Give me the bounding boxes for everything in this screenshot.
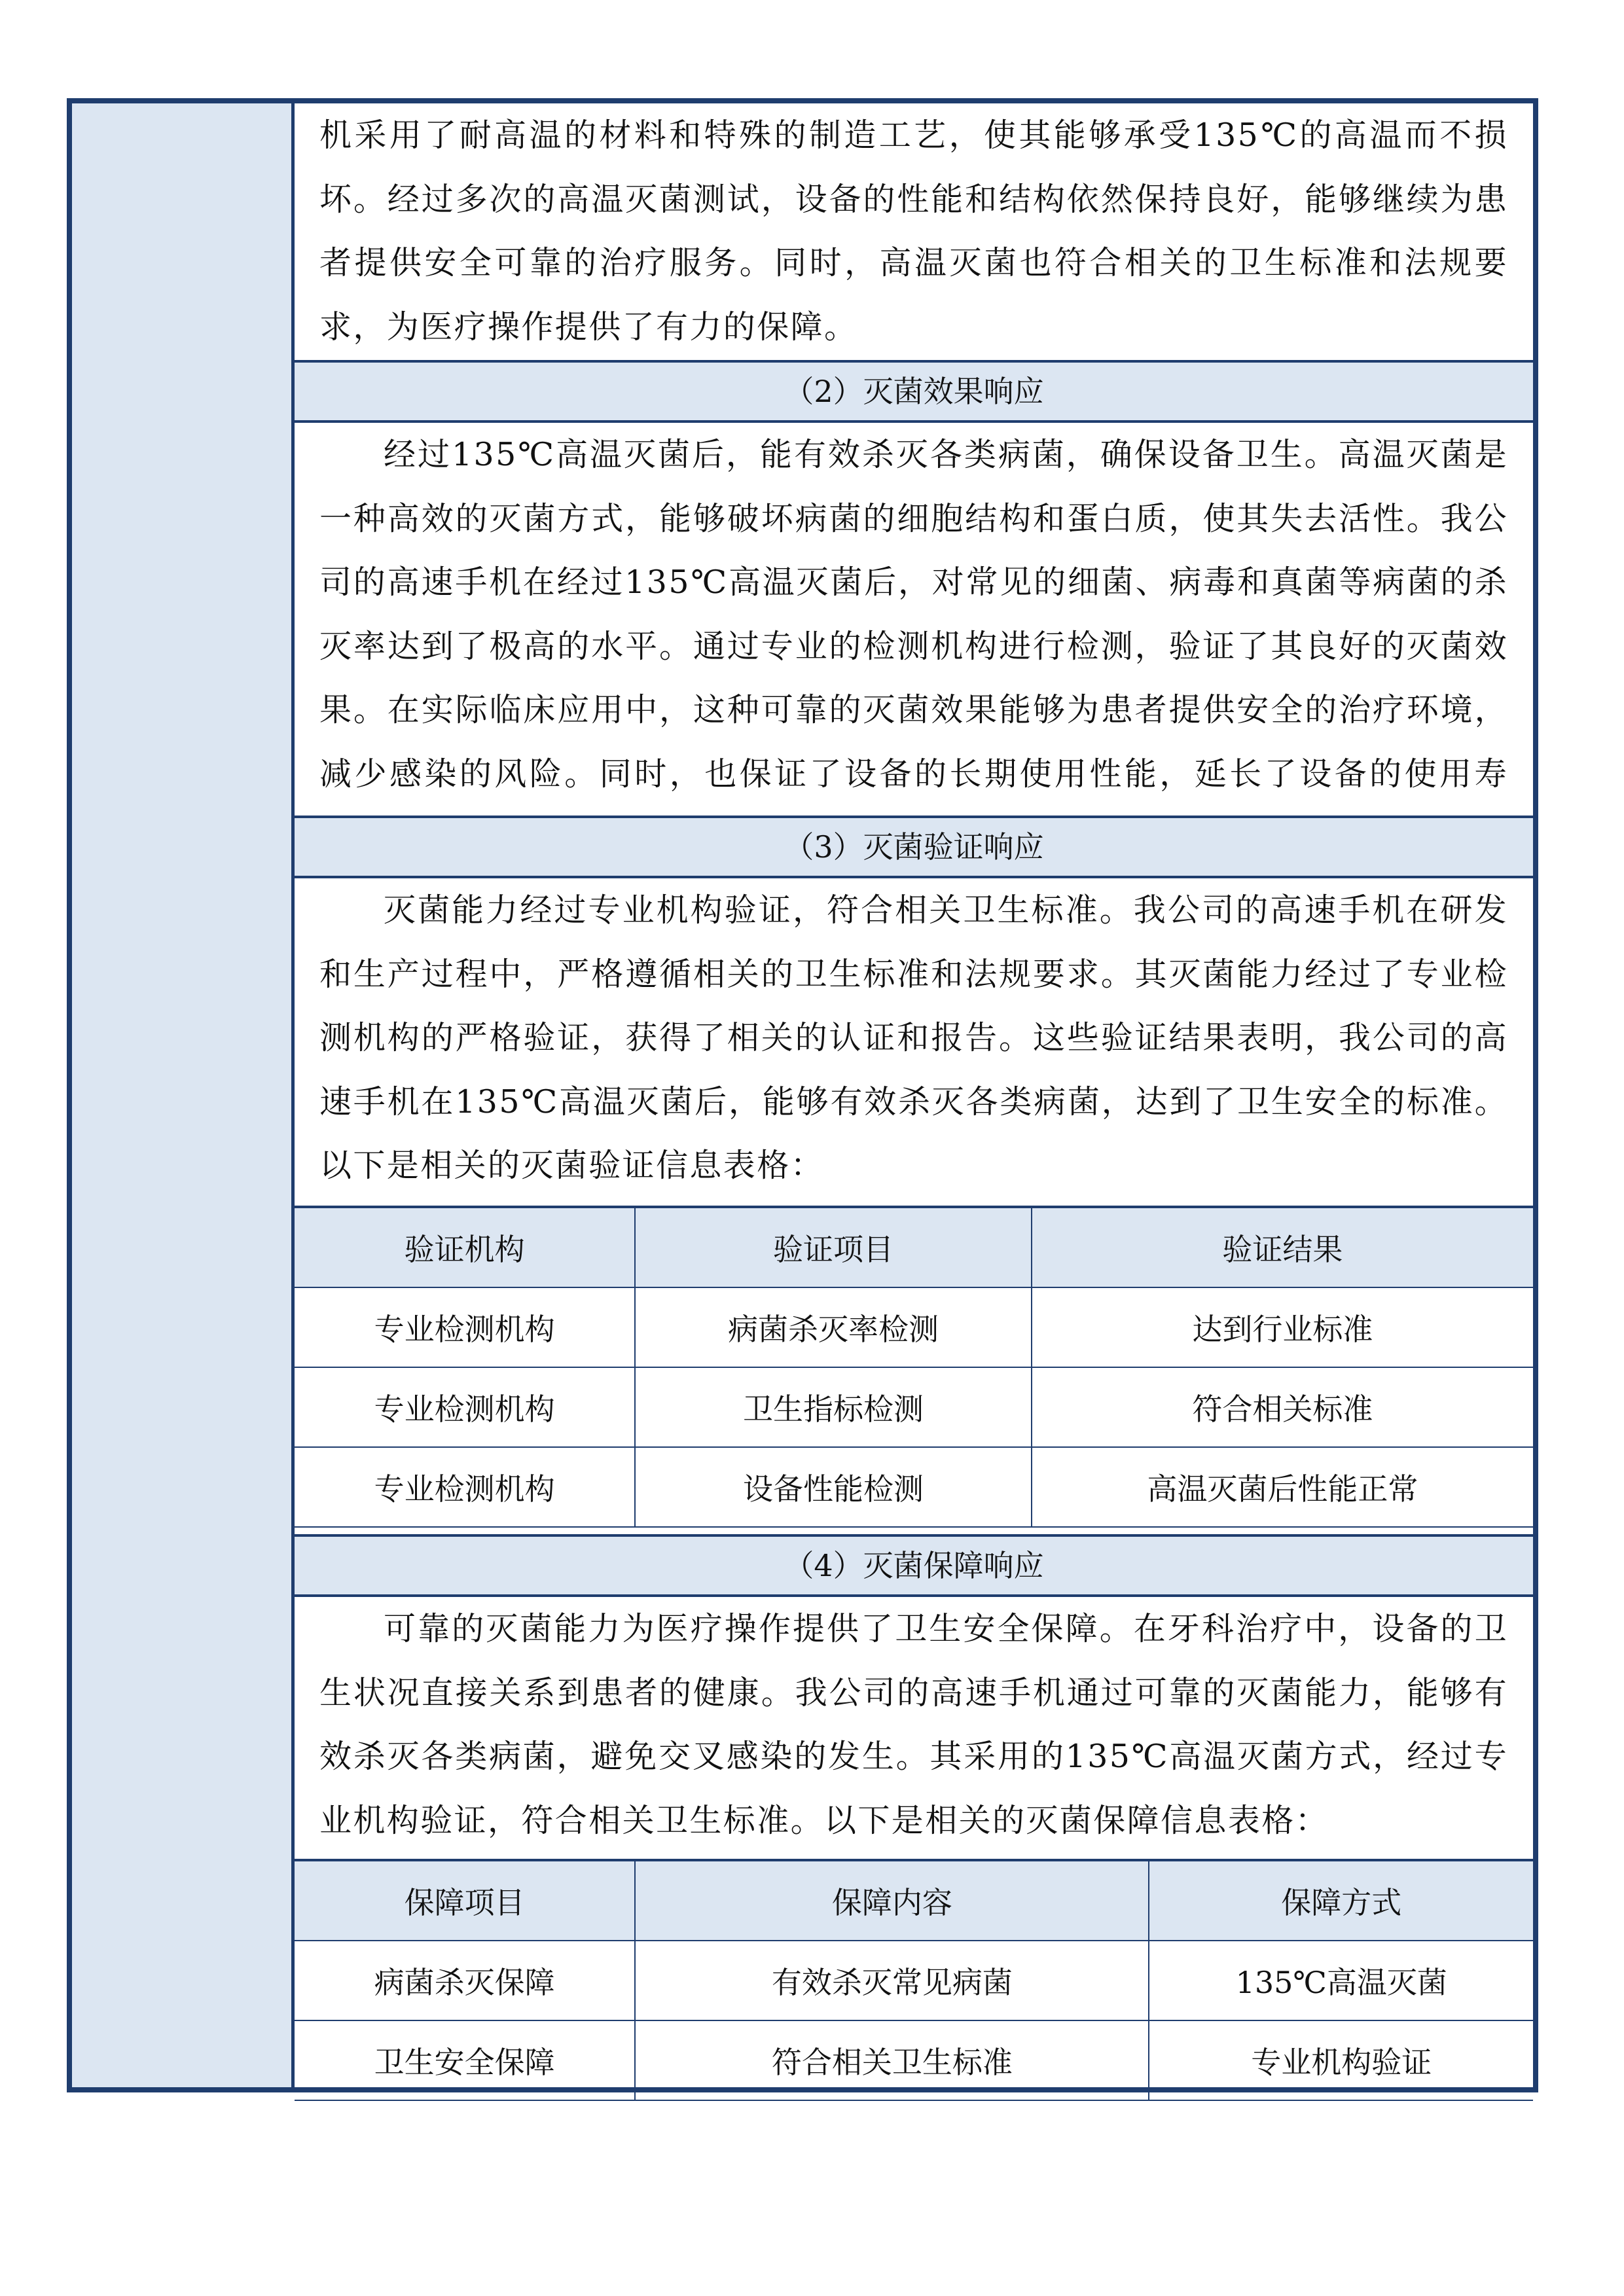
table-header-cell: 验证结果	[1032, 1207, 1533, 1287]
table-header-cell: 保障方式	[1149, 1860, 1533, 1941]
verification-paragraph: 灭菌能力经过专业机构验证，符合相关卫生标准。我公司的高速手机在研发和生产过程中，严格遵循相关的卫生标准和法规要求。其灭菌能力经过了专业检测机构的严格验证，获得了相关的认证和报告。这些验证结果表明，我公司的高速手机在135℃高温灭菌后，能够有效杀灭各类病菌，达到了卫生安全的标准。以下是相关的灭菌验证信息表格：	[319, 891, 1508, 1184]
table-header-row	[295, 1860, 1533, 1941]
table-header-cell: 验证项目	[635, 1207, 1031, 1287]
table-cell: 达到行业标准	[1032, 1287, 1533, 1367]
section-title-effect: （2）灭菌效果响应	[295, 360, 1533, 423]
table-cell: 专业检测机构	[295, 1287, 635, 1367]
table-cell: 符合相关标准	[1032, 1367, 1533, 1447]
table-cell: 有效杀灭常见病菌	[635, 1941, 1149, 2020]
table-cell: 设备性能检测	[635, 1447, 1031, 1527]
table-header-cell: 保障内容	[635, 1860, 1149, 1941]
verification-block	[295, 878, 1533, 1206]
guarantee-table	[295, 1859, 1533, 2101]
left-label-column	[72, 103, 295, 2087]
table-row	[295, 1447, 1533, 1527]
section-title-verification: （3）灭菌验证响应	[295, 816, 1533, 878]
table-row	[295, 2020, 1533, 2100]
table-cell: 专业检测机构	[295, 1447, 635, 1527]
effect-paragraph: 经过135℃高温灭菌后，能有效杀灭各类病菌，确保设备卫生。高温灭菌是一种高效的灭菌方式，能够破坏病菌的细胞结构和蛋白质，使其失去活性。我公司的高速手机在经过135℃高温灭菌后，对常见的细菌、病毒和真菌等病菌的杀灭率达到了极高的水平。通过专业的检测机构进行检测，验证了其良好的灭菌效果。在实际临床应用中，这种可靠的灭菌效果能够为患者提供安全的治疗环境，减少感染的风险。同时，也保证了设备的长期使用性能，延长了设备的使用寿	[319, 436, 1508, 793]
effect-block	[295, 423, 1533, 816]
table-cell: 专业检测机构	[295, 1367, 635, 1447]
table-cell: 专业机构验证	[1149, 2020, 1533, 2100]
verification-table	[295, 1206, 1533, 1528]
table-row	[295, 1367, 1533, 1447]
intro-paragraph: 机采用了耐高温的材料和特殊的制造工艺，使其能够承受135℃的高温而不损坏。经过多次的高温灭菌测试，设备的性能和结构依然保持良好，能够继续为患者提供安全可靠的治疗服务。同时，高温灭菌也符合相关的卫生标准和法规要求，为医疗操作提供了有力的保障。	[319, 117, 1508, 346]
table-header-row	[295, 1207, 1533, 1287]
table-cell: 135℃高温灭菌	[1149, 1941, 1533, 2020]
table-cell: 卫生指标检测	[635, 1367, 1031, 1447]
table-cell: 病菌杀灭率检测	[635, 1287, 1031, 1367]
table-cell: 符合相关卫生标准	[635, 2020, 1149, 2100]
document-frame	[67, 98, 1538, 2092]
table-header-cell: 验证机构	[295, 1207, 635, 1287]
table-row	[295, 1287, 1533, 1367]
table-cell: 高温灭菌后性能正常	[1032, 1447, 1533, 1527]
table-cell: 卫生安全保障	[295, 2020, 635, 2100]
table-cell: 病菌杀灭保障	[295, 1941, 635, 2020]
section-title-guarantee: （4）灭菌保障响应	[295, 1534, 1533, 1597]
guarantee-paragraph: 可靠的灭菌能力为医疗操作提供了卫生安全保障。在牙科治疗中，设备的卫生状况直接关系到患者的健康。我公司的高速手机通过可靠的灭菌能力，能够有效杀灭各类病菌，避免交叉感染的发生。其采用的135℃高温灭菌方式，经过专业机构验证，符合相关卫生标准。以下是相关的灭菌保障信息表格：	[319, 1610, 1508, 1839]
intro-block	[295, 103, 1533, 360]
content-column	[295, 103, 1533, 2087]
table-row	[295, 1941, 1533, 2020]
table-header-cell: 保障项目	[295, 1860, 635, 1941]
